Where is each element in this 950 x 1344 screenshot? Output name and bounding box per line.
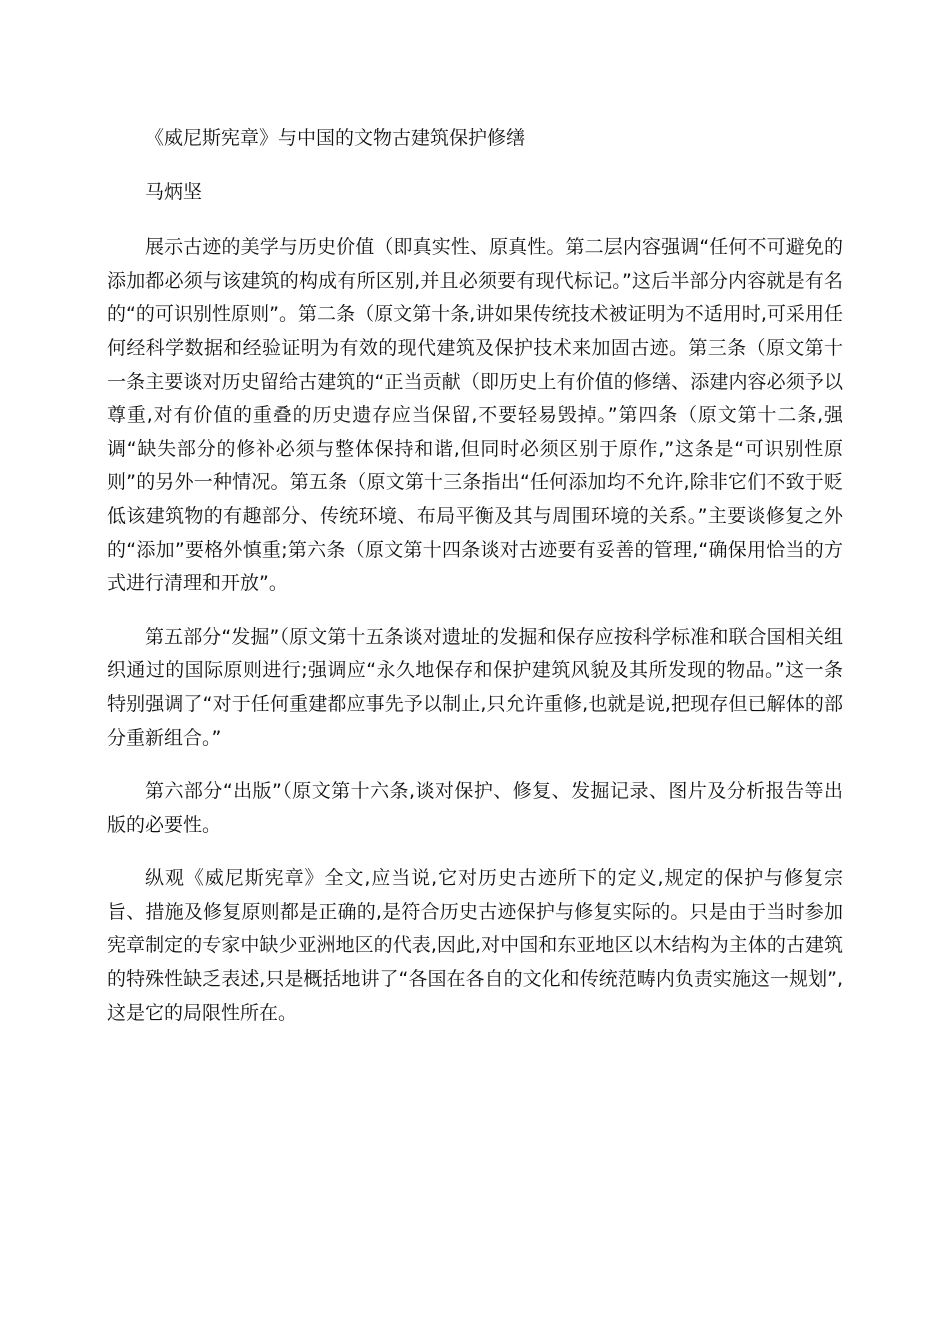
paragraph: 展示古迹的美学与历史价值（即真实性、原真性。第二层内容强调“任何不可避免的添加都必须与该建筑的构成有所区别,并且必须要有现代标记。”这后半部分内容就是有名的“的可识别性原则”。第二条（原文第十条,讲如果传统技术被证明为不适用时,可采用任何经科学数据和经验证明为有效的现代建筑及保护技术来加固古迹。第三条（原文第十一条主要谈对历史留给古建筑的“正当贡献（即历史上有价值的修缮、添建内容必须予以尊重,对有价值的重叠的历史遗存应当保留,不要轻易毁掉。”第四条（原文第十二条,强调“缺失部分的修补必须与整体保持和谐,但同时必须区别于原作,”这条是“可识别性原则”的另外一种情况。第五条（原文第十三条指出“任何添加均不允许,除非它们不致于贬低该建筑物的有趣部分、传统环境、布局平衡及其与周围环境的关系。”主要谈修复之外的“添加”要格外慎重;第六条（原文第十四条谈对古迹要有妥善的管理,“确保用恰当的方式进行清理和开放”。 — [107, 236, 843, 595]
paragraph: 第五部分“发掘”（原文第十五条谈对遗址的发掘和保存应按科学标准和联合国相关组织通过的国际原则进行;强调应“永久地保存和保护建筑风貌及其所发现的物品。”这一条特别强调了“对于任何重建都应事先予以制止,只允许重修,也就是说,把现存但已解体的部分重新组合。” — [107, 625, 843, 749]
document-author: 马炳坚 — [145, 180, 203, 203]
document-body — [107, 122, 843, 1050]
paragraph: 第六部分“出版”（原文第十六条,谈对保护、修复、发掘记录、图片及分析报告等出版的必要性。 — [107, 780, 843, 836]
paragraph: 纵观《威尼斯宪章》全文,应当说,它对历史古迹所下的定义,规定的保护与修复宗旨、措施及修复原则都是正确的,是符合历史古迹保护与修复实际的。只是由于当时参加宪章制定的专家中缺少亚洲地区的代表,因此,对中国和东亚地区以木结构为主体的古建筑的特殊性缺乏表述,只是概括地讲了“各国在各自的文化和传统范畴内负责实施这一规划”,这是它的局限性所在。 — [107, 867, 843, 1024]
document-title: 《威尼斯宪章》与中国的文物古建筑保护修缮 — [145, 127, 526, 149]
